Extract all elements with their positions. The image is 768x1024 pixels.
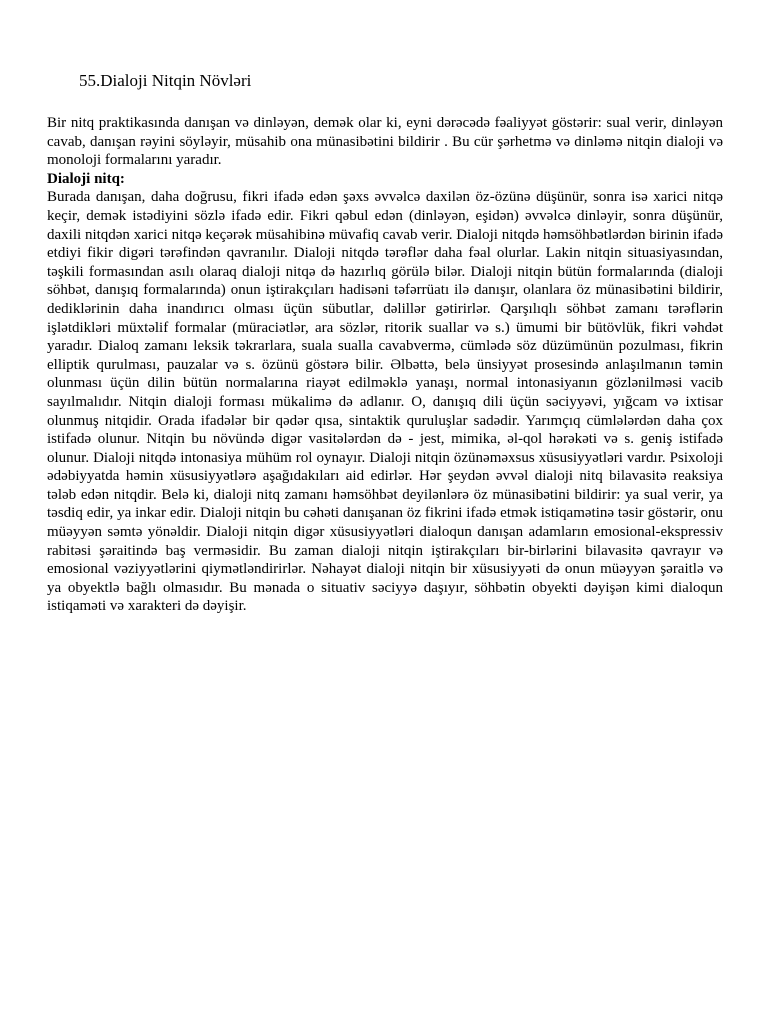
- intro-paragraph: Bir nitq praktikasında danışan və dinləyən, demək olar ki, eyni dərəcədə fəaliyyət göstərir: sual verir, dinləyən cavab, danışan rəyini söyləyir, müsahib ona münasibətini bildirir . Bu cür şərhetmə və dinləmə nitqin dialoji və monoloji formalarını yaradır.: [47, 115, 723, 169]
- document-body: [47, 114, 723, 616]
- section-heading: Dialoji nitq:: [47, 170, 125, 187]
- body-paragraph: Burada danışan, daha doğrusu, fikri ifadə edən şəxs əvvəlcə daxilən öz-özünə düşünür, sonra isə xarici nitqə keçir, demək istədiyini sözlə ifadə edir. Fikri qəbul edən (dinləyən, eşidən) əvvəlcə dinləyir, sonra düşünür, daxili nitqdən xarici nitqə keçərək müsahibinə müvafiq cavab verir. Dialoji nitqdə həmsöhbətlərdən birinin ifadə etdiyi fikir digəri tərəfindən qavranılır. Dialoji nitqdə tərəflər daha fəal olurlar. Lakin nitqin situasiyasından, təşkili formasından asılı olaraq dialoji nitqə də hazırlıq görülə bilər. Dialoji nitqin bütün formalarında (dialoji söhbət, danışıq formalarında) onun iştirakçıları hadisəni təfərrüatı ilə danışır, olanlara öz münasibətini bildirir, dediklərinin daha inandırıcı olması üçün sübutlar, dəlillər gətirirlər. Qarşılıqlı söhbət zamanı tərəflərin işlətdikləri müxtəlif formalar (müraciətlər, ara sözlər, ritorik suallar və s.) ümumi bir bütövlük, fikri vəhdət yaradır. Dialoq zamanı leksik təkrarlara, suala sualla cavabvermə, cümlədə söz düzümünün pozulması, fikrin elliptik qurulması, pauzalar və s. özünü göstərə bilir. Əlbəttə, belə ünsiyyət prosesində anlaşılmanın təmin olunması üçün dilin bütün normalarına riayət edilməklə yanaşı, normal intonasiyanın gözlənilməsi vacib sayılmalıdır. Nitqin dialoji forması mükalimə də adlanır. O, danışıq dili üçün səciyyəvi, yığcam və ixtisar olunmuş nitqidir. Orada ifadələr bir qədər qısa, sintaktik quruluşlar sadədir. Yarımçıq cümlələrdən daha çox istifadə olunur. Nitqin bu növündə digər vasitələrdən də - jest, mimika, əl-qol hərəkəti və s. geniş istifadə olunur. Dialoji nitqdə intonasiya mühüm rol oynayır. Dialoji nitqin özünəməxsus xüsusiyyətləri vardır. Psixoloji ədəbiyyatda həmin xüsusiyyətlərə aşağıdakıları aid edirlər. Hər şeydən əvvəl dialoji nitq bilavasitə reaksiya tələb edən nitqdir. Belə ki, dialoji nitq zamanı həmsöhbət deyilənlərə öz münasibətini bildirir: ya sual verir, ya təsdiq edir, ya inkar edir. Dialoji nitqin bu cəhəti danışanan öz fikrini ifadə etmək istiqamətinə təsir göstərir, onu müəyyən səmtə yönəldir. Dialoji nitqin digər xüsusiyyətləri dialoqun danışan adamların emosional-ekspressiv rabitəsi şəraitində baş verməsidir. Bu zaman dialoji nitqin iştirakçıları bir-birlərini bilavasitə qavrayır və emosional vəziyyətlərini qiymətləndirirlər. Nəhayət dialoji nitqin bir xüsusiyyəti də onun müəyyən şəraitlə və ya obyektlə bağlı olmasıdır. Bu mənada o situativ səciyyə daşıyır, söhbətin obyekti dəyişən kimi dialoqun istiqaməti və xarakteri də dəyişir.: [47, 189, 723, 615]
- page-title: 55.Dialoji Nitqin Növləri: [79, 71, 252, 90]
